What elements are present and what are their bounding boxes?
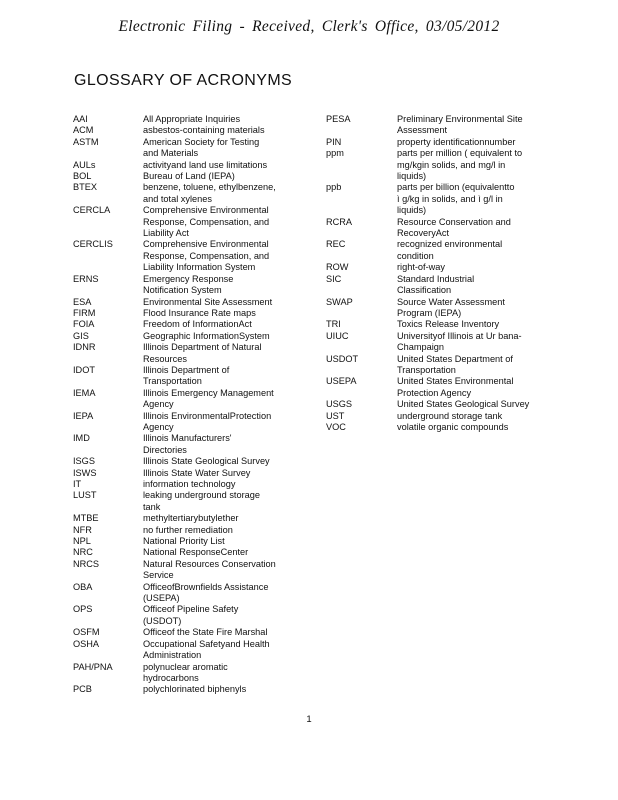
- acronym-definition: information technology: [143, 479, 236, 489]
- glossary-entry: [73, 525, 318, 536]
- glossary-entry: [73, 468, 318, 479]
- acronym-term: OPS: [73, 604, 93, 615]
- glossary-entry: [73, 308, 318, 319]
- glossary-entry: [73, 547, 318, 558]
- acronym-term: CERCLIS: [73, 239, 113, 250]
- glossary-entry: [326, 411, 566, 422]
- acronym-term: NRCS: [73, 558, 100, 569]
- acronym-definition: Illinois Department of Transportation: [143, 364, 230, 387]
- acronym-term: BTEX: [73, 182, 97, 193]
- acronym-definition: National Priority List: [143, 536, 225, 547]
- acronym-definition: leaking underground storage tank: [143, 490, 260, 512]
- glossary-entry: [326, 217, 566, 240]
- acronym-definition: no further remediation: [143, 524, 233, 535]
- glossary-entry: [73, 513, 318, 524]
- glossary-entry: [73, 365, 318, 388]
- glossary-entry: [73, 627, 318, 638]
- glossary-entry: [326, 148, 566, 182]
- acronym-term: LUST: [73, 490, 97, 501]
- acronym-definition: Officeof the State Fire Marshal: [143, 627, 268, 638]
- acronym-term: UST: [326, 410, 345, 421]
- acronym-term: USDOT: [326, 353, 359, 364]
- glossary-entry: [73, 182, 318, 205]
- glossary-entry: [73, 274, 318, 297]
- acronym-definition: Preliminary Environmental Site Assessment: [397, 114, 523, 136]
- acronym-definition: Source Water Assessment Program (IEPA): [397, 296, 505, 318]
- glossary-entry: [73, 125, 318, 136]
- acronym-term: BOL: [73, 171, 92, 182]
- glossary-entry: [73, 662, 318, 685]
- acronym-term: SIC: [326, 273, 342, 284]
- acronym-term: IT: [73, 479, 82, 489]
- acronym-term: ISGS: [73, 456, 95, 467]
- glossary-entry: [326, 422, 566, 433]
- glossary-entry: [73, 205, 318, 239]
- acronym-term: CERCLA: [73, 205, 111, 216]
- acronym-definition: underground storage tank: [397, 410, 503, 421]
- acronym-definition: Emergency Response Notification System: [143, 273, 234, 296]
- acronym-term: GIS: [73, 330, 89, 341]
- acronym-definition: Officeof Pipeline Safety (USDOT): [143, 604, 239, 626]
- glossary-entry: [326, 399, 566, 410]
- acronym-definition: All Appropriate Inquiries: [143, 114, 241, 124]
- glossary-entry: [326, 354, 566, 377]
- acronym-definition: Flood Insurance Rate maps: [143, 307, 256, 318]
- glossary-entry: [326, 331, 566, 354]
- glossary-entry: [73, 388, 318, 411]
- acronym-term: USGS: [326, 399, 353, 410]
- acronym-definition: Toxics Release Inventory: [397, 319, 500, 330]
- glossary-entry: [73, 536, 318, 547]
- acronym-definition: parts per billion (equivalentto ì g/kg in solids, and ì g/l in liquids): [397, 182, 515, 216]
- acronym-definition: Resource Conservation and RecoveryAct: [397, 216, 511, 239]
- acronym-term: ESA: [73, 296, 92, 307]
- acronym-term: IMD: [73, 433, 90, 444]
- acronym-definition: Illinois Department of Natural Resources: [143, 342, 262, 364]
- glossary-entry: [73, 319, 318, 330]
- acronym-term: NPL: [73, 536, 91, 547]
- acronym-term: MTBE: [73, 513, 99, 524]
- acronym-term: TRI: [326, 319, 341, 330]
- acronym-term: AULs: [73, 159, 96, 170]
- acronym-definition: Illinois Emergency Management Agency: [143, 387, 274, 410]
- acronym-definition: property identificationnumber: [397, 136, 516, 147]
- glossary-right-column: [326, 114, 566, 433]
- acronym-term: OSHA: [73, 638, 100, 649]
- glossary-entry: [73, 433, 318, 456]
- glossary-entry: [73, 114, 318, 125]
- acronym-term: ppm: [326, 148, 344, 159]
- glossary-entry: [326, 376, 566, 399]
- acronym-term: ppb: [326, 182, 342, 193]
- glossary-entry: [73, 342, 318, 365]
- acronym-term: ERNS: [73, 273, 99, 284]
- acronym-definition: recognized environmental condition: [397, 239, 503, 261]
- page-number: 1: [306, 714, 312, 725]
- glossary-entry: [73, 559, 318, 582]
- acronym-term: NRC: [73, 547, 93, 558]
- glossary-entry: [73, 239, 318, 273]
- acronym-definition: Universityof Illinois at Ur bana- Champaign: [397, 330, 522, 353]
- glossary-entry: [326, 319, 566, 330]
- filing-stamp-header: Electronic Filing - Received, Clerk's Office, 03/05/2012: [118, 18, 500, 35]
- acronym-definition: asbestos-containing materials: [143, 125, 265, 136]
- glossary-entry: [73, 411, 318, 434]
- acronym-definition: right-of-way: [397, 262, 445, 273]
- acronym-definition: United States Geological Survey: [397, 399, 530, 410]
- glossary-entry: [73, 639, 318, 662]
- glossary-entry: [73, 456, 318, 467]
- glossary-entry: [73, 171, 318, 182]
- acronym-definition: benzene, toluene, ethylbenzene, and total xylenes: [143, 182, 276, 204]
- acronym-term: REC: [326, 239, 346, 250]
- acronym-term: IDOT: [73, 364, 95, 375]
- acronym-term: PIN: [326, 136, 342, 147]
- acronym-definition: Standard Industrial Classification: [397, 273, 475, 296]
- glossary-entry: [326, 274, 566, 297]
- acronym-term: IEMA: [73, 387, 96, 398]
- acronym-definition: Geographic InformationSystem: [143, 330, 270, 341]
- glossary-entry: [73, 331, 318, 342]
- acronym-definition: polynuclear aromatic hydrocarbons: [143, 661, 228, 683]
- acronym-term: IDNR: [73, 342, 96, 353]
- glossary-entry: [326, 137, 566, 148]
- acronym-definition: American Society for Testing and Materials: [143, 136, 260, 159]
- glossary-left-column: [73, 114, 318, 696]
- acronym-term: USEPA: [326, 376, 357, 387]
- glossary-entry: [73, 684, 318, 695]
- glossary-entry: [326, 239, 566, 262]
- acronym-definition: Illinois State Geological Survey: [143, 456, 270, 467]
- acronym-term: UIUC: [326, 330, 349, 341]
- glossary-entry: [73, 490, 318, 513]
- acronym-definition: polychlorinated biphenyls: [143, 684, 247, 695]
- acronym-definition: Illinois EnvironmentalProtection Agency: [143, 410, 272, 432]
- acronym-definition: Illinois Manufacturers' Directories: [143, 433, 232, 455]
- glossary-entry: [326, 182, 566, 216]
- acronym-term: FOIA: [73, 319, 95, 330]
- acronym-definition: methyltertiarybutylether: [143, 513, 239, 524]
- glossary-entry: [326, 114, 566, 137]
- glossary-entry: [73, 297, 318, 308]
- acronym-definition: Environmental Site Assessment: [143, 296, 273, 307]
- acronym-definition: Comprehensive Environmental Response, Compensation, and Liability Act: [143, 205, 270, 239]
- glossary-entry: [326, 297, 566, 320]
- acronym-definition: volatile organic compounds: [397, 421, 509, 432]
- acronym-term: FIRM: [73, 307, 96, 318]
- acronym-term: OSFM: [73, 627, 100, 638]
- glossary-entry: [73, 604, 318, 627]
- acronym-term: ROW: [326, 262, 349, 273]
- acronym-term: RCRA: [326, 216, 353, 227]
- acronym-term: PAH/PNA: [73, 661, 113, 672]
- glossary-entry: [326, 262, 566, 273]
- acronym-term: OBA: [73, 581, 93, 592]
- acronym-term: ASTM: [73, 136, 99, 147]
- acronym-term: SWAP: [326, 296, 353, 307]
- acronym-term: ISWS: [73, 467, 97, 478]
- acronym-definition: OfficeofBrownfields Assistance (USEPA): [143, 581, 269, 604]
- glossary-entry: [73, 137, 318, 160]
- acronym-term: ACM: [73, 125, 94, 136]
- acronym-definition: activityand land use limitations: [143, 159, 268, 170]
- acronym-term: AAI: [73, 114, 88, 124]
- acronym-term: NFR: [73, 524, 92, 535]
- acronym-definition: Comprehensive Environmental Response, Compensation, and Liability Information System: [143, 239, 270, 273]
- glossary-entry: [73, 160, 318, 171]
- acronym-definition: parts per million ( equivalent to mg/kgin solids, and mg/l in liquids): [397, 148, 523, 182]
- acronym-definition: Occupational Safetyand Health Administration: [143, 638, 270, 661]
- acronym-definition: Freedom of InformationAct: [143, 319, 252, 330]
- acronym-term: PCB: [73, 684, 92, 695]
- acronym-definition: Bureau of Land (IEPA): [143, 171, 235, 182]
- acronym-definition: Illinois State Water Survey: [143, 467, 251, 478]
- acronym-definition: United States Environmental Protection Agency: [397, 376, 514, 398]
- acronym-definition: Natural Resources Conservation Service: [143, 558, 276, 581]
- acronym-term: IEPA: [73, 410, 94, 421]
- acronym-definition: United States Department of Transportation: [397, 353, 513, 375]
- acronym-definition: National ResponseCenter: [143, 547, 249, 558]
- glossary-entry: [73, 479, 318, 490]
- page-title: GLOSSARY OF ACRONYMS: [74, 72, 293, 89]
- acronym-term: PESA: [326, 114, 351, 124]
- glossary-entry: [73, 582, 318, 605]
- acronym-term: VOC: [326, 421, 346, 432]
